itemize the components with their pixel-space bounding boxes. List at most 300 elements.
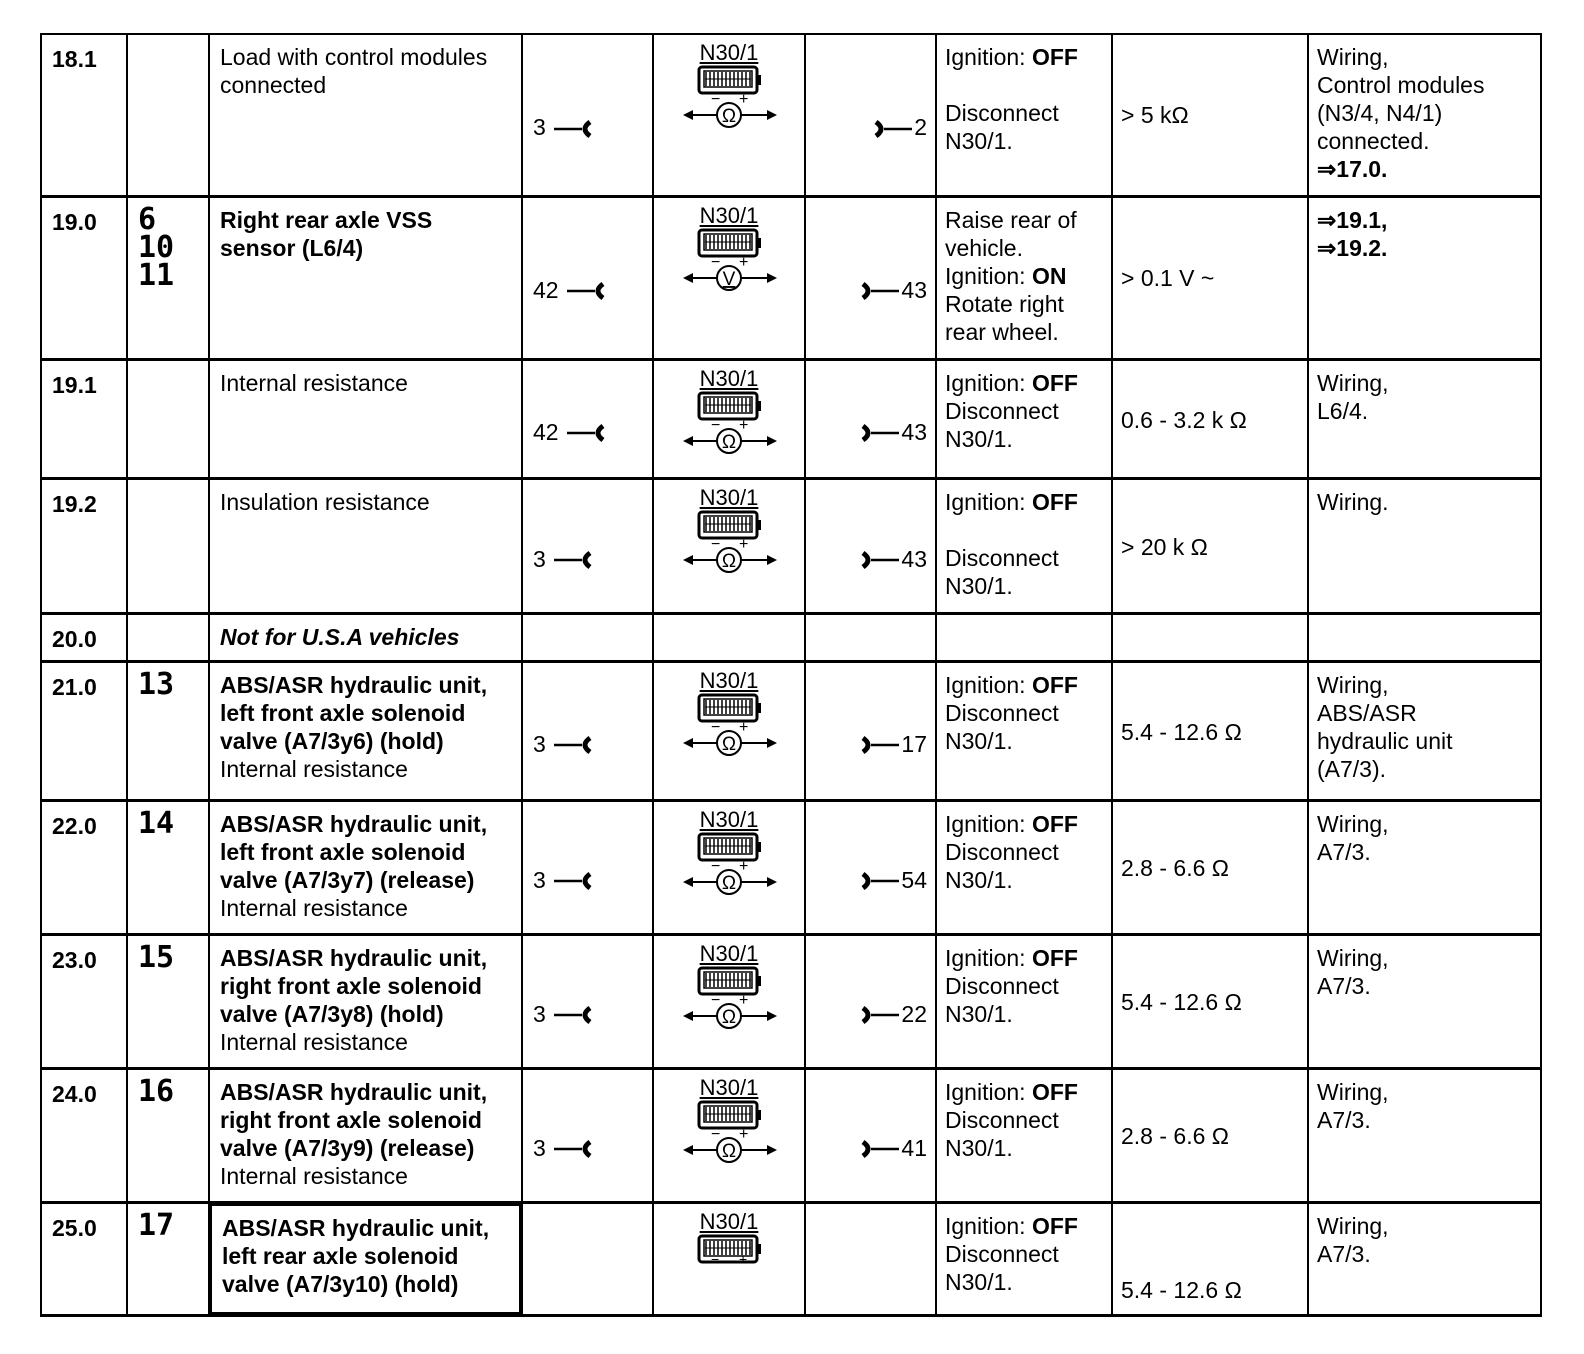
meter-connector-label: N30/1 <box>699 365 759 391</box>
pin-right-number: 41 <box>901 1134 927 1161</box>
meter <box>654 41 804 135</box>
condition-text: Disconnect <box>945 1240 1059 1267</box>
condition-line <box>945 99 1105 127</box>
pin-right-number: 43 <box>901 276 927 303</box>
nominal-value: 5.4 - 12.6 Ω <box>1121 988 1242 1015</box>
meter-connector-label: N30/1 <box>699 940 759 966</box>
pin-right <box>861 1134 927 1162</box>
remedy-line: A7/3. <box>1317 1240 1371 1267</box>
nominal-value: 5.4 - 12.6 Ω <box>1121 718 1242 745</box>
step-number: 22.0 <box>41 800 127 934</box>
svg-text:+: + <box>739 253 749 271</box>
meter-connector-label: N30/1 <box>699 1208 759 1234</box>
table-row <box>41 359 1541 478</box>
remedy <box>1308 196 1541 359</box>
table-row <box>41 934 1541 1068</box>
pin-left-cell <box>522 1202 653 1315</box>
condition-text: Ignition: <box>945 944 1032 971</box>
condition-text: N30/1. <box>945 572 1013 599</box>
meter-connector-label: N30/1 <box>699 1074 759 1100</box>
remedy-line: A7/3. <box>1317 972 1371 999</box>
condition-state: OFF <box>1031 671 1078 698</box>
step-number: 21.0 <box>41 661 127 800</box>
pin-left-number: 42 <box>533 276 559 303</box>
meter-cell <box>653 359 805 478</box>
meter-connector-label: N30/1 <box>699 667 759 693</box>
condition-text: Ignition: <box>945 488 1032 515</box>
remedy-line: Wiring, <box>1317 1078 1389 1105</box>
fault-code-value: 11 <box>138 257 175 293</box>
condition-text: Ignition: <box>945 810 1032 837</box>
pin-left-number: 3 <box>533 1134 546 1161</box>
condition-text: Disconnect <box>945 397 1059 424</box>
condition-line <box>945 71 1105 99</box>
condition-state: OFF <box>1031 44 1078 70</box>
pin-right-number: 22 <box>901 1000 927 1027</box>
meter <box>654 367 804 461</box>
pin-right-cell <box>805 800 936 934</box>
meter <box>654 808 804 902</box>
condition-line <box>945 544 1105 572</box>
condition-text: Ignition: <box>945 1212 1032 1239</box>
condition-text: Disconnect <box>945 1106 1059 1133</box>
condition-state: OFF <box>1031 1078 1078 1105</box>
pin-right-cell <box>805 661 936 800</box>
table-row <box>41 478 1541 613</box>
condition-text: N30/1. <box>945 1268 1013 1295</box>
test-conditions <box>936 1068 1112 1202</box>
condition-line <box>945 810 1105 838</box>
nominal-value-cell <box>1112 34 1308 196</box>
remedy-line: Wiring, <box>1317 369 1389 396</box>
condition-text: Ignition: <box>945 1078 1032 1105</box>
condition-line <box>945 1078 1105 1106</box>
svg-text:+: + <box>739 1250 748 1264</box>
condition-text: Disconnect <box>945 544 1059 571</box>
condition-line <box>945 206 1105 234</box>
svg-text:+: + <box>739 857 749 875</box>
fault-code-cell <box>127 1068 209 1202</box>
pin-right-number: 43 <box>901 418 927 445</box>
svg-text:−: − <box>711 1125 721 1143</box>
socket-left-icon <box>552 119 592 139</box>
fault-code-cell <box>127 478 209 613</box>
pin-left-number: 42 <box>533 418 559 445</box>
condition-text: N30/1. <box>945 425 1013 452</box>
meter <box>654 1210 804 1270</box>
pin-right-number: 17 <box>901 730 927 757</box>
svg-text:V: V <box>722 268 736 290</box>
pin-left-cell <box>522 1068 653 1202</box>
condition-text: Ignition: <box>945 262 1032 289</box>
fault-code-value: 15 <box>138 939 175 975</box>
connector-meter-icon <box>669 1100 789 1164</box>
socket-left-icon <box>565 281 605 301</box>
nominal-value: > 20 k Ω <box>1121 533 1208 560</box>
pin-right-cell <box>805 1202 936 1315</box>
socket-right-icon <box>861 1139 901 1159</box>
table-row <box>41 800 1541 934</box>
condition-line <box>945 318 1105 346</box>
pin-right-number: 54 <box>901 866 927 893</box>
svg-text:Ω: Ω <box>721 550 737 572</box>
remedy <box>1308 934 1541 1068</box>
condition-state: OFF <box>1031 369 1078 396</box>
step-number: 24.0 <box>41 1068 127 1202</box>
pin-left <box>533 1000 592 1028</box>
test-title: ABS/ASR hydraulic unit, left front axle solenoid valve (A7/3y6) (hold) <box>220 671 488 754</box>
test-conditions <box>936 478 1112 613</box>
table-row <box>41 661 1541 800</box>
nominal-value-cell <box>1112 196 1308 359</box>
nominal-value-cell <box>1112 613 1308 661</box>
pin-left <box>533 276 605 304</box>
remedy-line: L6/4. <box>1317 397 1369 424</box>
pin-right-cell <box>805 1068 936 1202</box>
meter-cell <box>653 1202 805 1315</box>
condition-text: Ignition: <box>945 44 1032 70</box>
pin-right-cell <box>805 934 936 1068</box>
svg-text:−: − <box>711 91 721 108</box>
test-conditions <box>936 359 1112 478</box>
socket-left-icon <box>565 423 605 443</box>
condition-line <box>945 127 1105 155</box>
svg-text:+: + <box>739 1125 749 1143</box>
condition-line <box>945 1268 1105 1296</box>
condition-text: Ignition: <box>945 369 1032 396</box>
step-number: 19.0 <box>41 196 127 359</box>
remedy <box>1308 34 1541 196</box>
meter-cell <box>653 196 805 359</box>
pin-right-number: 2 <box>914 114 927 140</box>
meter-connector-label: N30/1 <box>699 202 759 228</box>
socket-left-icon <box>552 550 592 570</box>
condition-state: OFF <box>1031 810 1078 837</box>
pin-right-cell <box>805 613 936 661</box>
remedy <box>1308 1068 1541 1202</box>
table-row <box>41 1068 1541 1202</box>
fault-code-value: 14 <box>138 805 175 841</box>
pin-right <box>861 730 927 758</box>
pin-left-number: 3 <box>533 1000 546 1027</box>
socket-right-icon <box>861 281 901 301</box>
test-description <box>209 613 522 661</box>
pin-left-cell <box>522 478 653 613</box>
svg-text:−: − <box>711 1250 720 1264</box>
condition-state: OFF <box>1031 1212 1078 1239</box>
socket-left-icon <box>552 1005 592 1025</box>
condition-text: N30/1. <box>945 727 1013 754</box>
socket-left-icon <box>552 871 592 891</box>
fault-code-value: 6 <box>138 201 157 237</box>
test-description <box>209 800 522 934</box>
meter-cell <box>653 934 805 1068</box>
fault-code-value: 16 <box>138 1073 175 1109</box>
test-text: Load with control modules connected <box>220 44 488 98</box>
condition-line <box>945 369 1105 397</box>
nominal-value-cell <box>1112 934 1308 1068</box>
socket-right-icon <box>861 1005 901 1025</box>
condition-line <box>945 727 1105 755</box>
condition-line <box>945 972 1105 1000</box>
pin-right <box>861 1000 927 1028</box>
meter <box>654 669 804 763</box>
test-subtitle: Internal resistance <box>220 1028 408 1055</box>
fault-code-cell <box>127 800 209 934</box>
pin-right <box>861 545 927 573</box>
test-title: ABS/ASR hydraulic unit, left rear axle solenoid valve (A7/3y10) (hold) <box>222 1214 490 1297</box>
fault-code-cell <box>127 34 209 196</box>
pin-right-number: 43 <box>901 545 927 572</box>
svg-text:+: + <box>739 416 749 434</box>
condition-line <box>945 425 1105 453</box>
pin-right <box>861 418 927 446</box>
nominal-value: 2.8 - 6.6 Ω <box>1121 1122 1229 1149</box>
condition-line <box>945 1134 1105 1162</box>
test-title: ABS/ASR hydraulic unit, left front axle solenoid valve (A7/3y7) (release) <box>220 810 488 893</box>
condition-text: Disconnect <box>945 838 1059 865</box>
svg-text:Ω: Ω <box>721 1140 737 1162</box>
condition-line <box>945 572 1105 600</box>
connector-meter-icon <box>669 510 789 574</box>
svg-text:+: + <box>739 718 749 736</box>
condition-line <box>945 1240 1105 1268</box>
test-note: Not for U.S.A vehicles <box>220 623 460 650</box>
test-subtitle: Internal resistance <box>220 1162 408 1189</box>
test-subtitle: Internal resistance <box>220 755 408 782</box>
socket-right-icon <box>861 735 901 755</box>
meter-cell <box>653 34 805 196</box>
nominal-value: > 0.1 V ~ <box>1121 264 1215 291</box>
remedy-reference[interactable]: ⇒19.2. <box>1317 234 1388 261</box>
connector-meter-icon <box>669 65 789 129</box>
svg-text:+: + <box>739 91 749 108</box>
svg-text:−: − <box>711 991 721 1009</box>
remedy-line: A7/3. <box>1317 838 1371 865</box>
fault-code-cell <box>127 196 209 359</box>
svg-text:−: − <box>711 718 721 736</box>
svg-text:Ω: Ω <box>721 106 737 127</box>
remedy-line: Wiring, <box>1317 944 1389 971</box>
test-subtitle: Internal resistance <box>220 894 408 921</box>
condition-text: Disconnect <box>945 699 1059 726</box>
condition-line <box>945 43 1105 71</box>
pin-left-cell <box>522 196 653 359</box>
pin-right-cell <box>805 196 936 359</box>
test-description <box>209 661 522 800</box>
step-number: 18.1 <box>41 34 127 196</box>
pin-right <box>861 276 927 304</box>
step-number: 19.1 <box>41 359 127 478</box>
test-description <box>209 359 522 478</box>
meter <box>654 204 804 298</box>
test-step-table <box>40 33 1542 1317</box>
fault-code <box>138 666 198 702</box>
condition-text: Rotate right <box>945 290 1064 317</box>
remedy <box>1308 359 1541 478</box>
table-row <box>41 34 1541 196</box>
connector-meter-icon <box>669 228 789 292</box>
meter-cell <box>653 478 805 613</box>
nominal-value-cell <box>1112 1068 1308 1202</box>
condition-text: Ignition: <box>945 671 1032 698</box>
remedy <box>1308 800 1541 934</box>
pin-right-cell <box>805 34 936 196</box>
svg-text:−: − <box>711 857 721 875</box>
connector-meter-icon <box>669 391 789 455</box>
remedy-line: (A7/3). <box>1317 755 1387 782</box>
test-conditions <box>936 613 1112 661</box>
svg-text:Ω: Ω <box>721 431 737 453</box>
socket-right-icon <box>861 423 901 443</box>
pin-left-cell <box>522 613 653 661</box>
test-description <box>210 1204 521 1314</box>
remedy <box>1308 478 1541 613</box>
condition-line <box>945 234 1105 262</box>
fault-code-cell <box>127 359 209 478</box>
fault-code <box>138 1073 198 1109</box>
connector-meter-icon <box>669 693 789 757</box>
connector-meter-icon <box>669 966 789 1030</box>
remedy-line: connected. <box>1317 128 1430 154</box>
connector-meter-icon <box>669 832 789 896</box>
condition-state: OFF <box>1031 944 1078 971</box>
condition-text: Raise rear of <box>945 206 1077 233</box>
pin-left <box>533 1134 592 1162</box>
fault-code-value: 13 <box>138 666 175 702</box>
step-number: 25.0 <box>41 1202 127 1315</box>
condition-text: N30/1. <box>945 1134 1013 1161</box>
connector-meter-icon <box>669 1234 789 1264</box>
condition-state: OFF <box>1031 488 1078 515</box>
svg-text:−: − <box>711 416 721 434</box>
svg-text:−: − <box>711 253 721 271</box>
table-row <box>41 613 1541 661</box>
test-description <box>209 196 522 359</box>
fault-code-cell <box>127 934 209 1068</box>
pin-left-number: 3 <box>533 866 546 893</box>
condition-line <box>945 699 1105 727</box>
condition-line <box>945 1212 1105 1240</box>
test-conditions <box>936 196 1112 359</box>
fault-code <box>138 939 198 975</box>
condition-line <box>945 262 1105 290</box>
condition-line <box>945 1106 1105 1134</box>
remedy-line: Wiring, <box>1317 44 1389 70</box>
pin-right <box>861 866 927 894</box>
remedy-line: Wiring, <box>1317 1212 1389 1239</box>
remedy <box>1308 613 1541 661</box>
condition-line <box>945 488 1105 516</box>
remedy-line: (N3/4, N4/1) <box>1317 100 1443 126</box>
fault-code-value: 10 <box>138 229 175 265</box>
meter-cell <box>653 613 805 661</box>
socket-right-icon <box>861 871 901 891</box>
pin-left <box>533 866 592 894</box>
meter-connector-label: N30/1 <box>699 484 759 510</box>
condition-line <box>945 838 1105 866</box>
nominal-value-cell <box>1112 359 1308 478</box>
pin-right <box>874 113 927 141</box>
socket-right-icon <box>861 550 901 570</box>
svg-text:+: + <box>739 991 749 1009</box>
nominal-value: 5.4 - 12.6 Ω <box>1121 1276 1242 1303</box>
fault-code-cell <box>127 661 209 800</box>
condition-text: N30/1. <box>945 1000 1013 1027</box>
pin-left-cell <box>522 359 653 478</box>
condition-text: rear wheel. <box>945 318 1059 345</box>
pin-left-number: 3 <box>533 545 546 572</box>
remedy-line: ABS/ASR <box>1317 699 1417 726</box>
condition-text: vehicle. <box>945 234 1023 261</box>
condition-line <box>945 1000 1105 1028</box>
condition-line <box>945 866 1105 894</box>
fault-code <box>138 201 198 293</box>
step-number: 20.0 <box>41 613 127 661</box>
nominal-value-cell <box>1112 1202 1308 1315</box>
pin-left-cell <box>522 34 653 196</box>
test-title: Right rear axle VSS sensor (L6/4) <box>220 206 433 261</box>
test-title: ABS/ASR hydraulic unit, right front axle solenoid valve (A7/3y8) (hold) <box>220 944 488 1027</box>
pin-left <box>533 418 605 446</box>
nominal-value-cell <box>1112 478 1308 613</box>
svg-text:+: + <box>739 535 749 553</box>
pin-left <box>533 730 592 758</box>
test-description <box>209 1068 522 1202</box>
fault-code-cell <box>127 613 209 661</box>
remedy-line: A7/3. <box>1317 1106 1371 1133</box>
test-conditions <box>936 661 1112 800</box>
remedy <box>1308 1202 1541 1315</box>
remedy-reference[interactable]: ⇒17.0. <box>1317 156 1388 182</box>
condition-text: Disconnect <box>945 100 1059 126</box>
condition-text: N30/1. <box>945 866 1013 893</box>
pin-left-number: 3 <box>533 730 546 757</box>
meter-cell <box>653 661 805 800</box>
nominal-value: 2.8 - 6.6 Ω <box>1121 854 1229 881</box>
pin-left <box>533 545 592 573</box>
condition-line <box>945 516 1105 544</box>
pin-left-cell <box>522 934 653 1068</box>
remedy-reference[interactable]: ⇒19.1, <box>1317 206 1388 233</box>
pin-right-cell <box>805 478 936 613</box>
fault-code <box>138 805 198 841</box>
socket-right-icon <box>874 119 914 139</box>
nominal-value: > 5 kΩ <box>1121 102 1189 128</box>
condition-line <box>945 944 1105 972</box>
pin-left-cell <box>522 800 653 934</box>
nominal-value: 0.6 - 3.2 k Ω <box>1121 406 1247 433</box>
meter-connector-label: N30/1 <box>699 806 759 832</box>
remedy-line: hydraulic unit <box>1317 727 1453 754</box>
test-description <box>209 934 522 1068</box>
nominal-value-cell <box>1112 800 1308 934</box>
test-description <box>209 34 522 196</box>
condition-line <box>945 671 1105 699</box>
pin-left-cell <box>522 661 653 800</box>
pin-left-number: 3 <box>533 114 546 140</box>
svg-text:Ω: Ω <box>721 733 737 755</box>
test-text: Internal resistance <box>220 369 408 396</box>
remedy-line: Wiring, <box>1317 810 1389 837</box>
step-number: 19.2 <box>41 478 127 613</box>
test-title: ABS/ASR hydraulic unit, right front axle solenoid valve (A7/3y9) (release) <box>220 1078 488 1161</box>
remedy <box>1308 661 1541 800</box>
table-row <box>41 196 1541 359</box>
condition-text: N30/1. <box>945 128 1013 154</box>
test-conditions <box>936 800 1112 934</box>
condition-line <box>945 397 1105 425</box>
